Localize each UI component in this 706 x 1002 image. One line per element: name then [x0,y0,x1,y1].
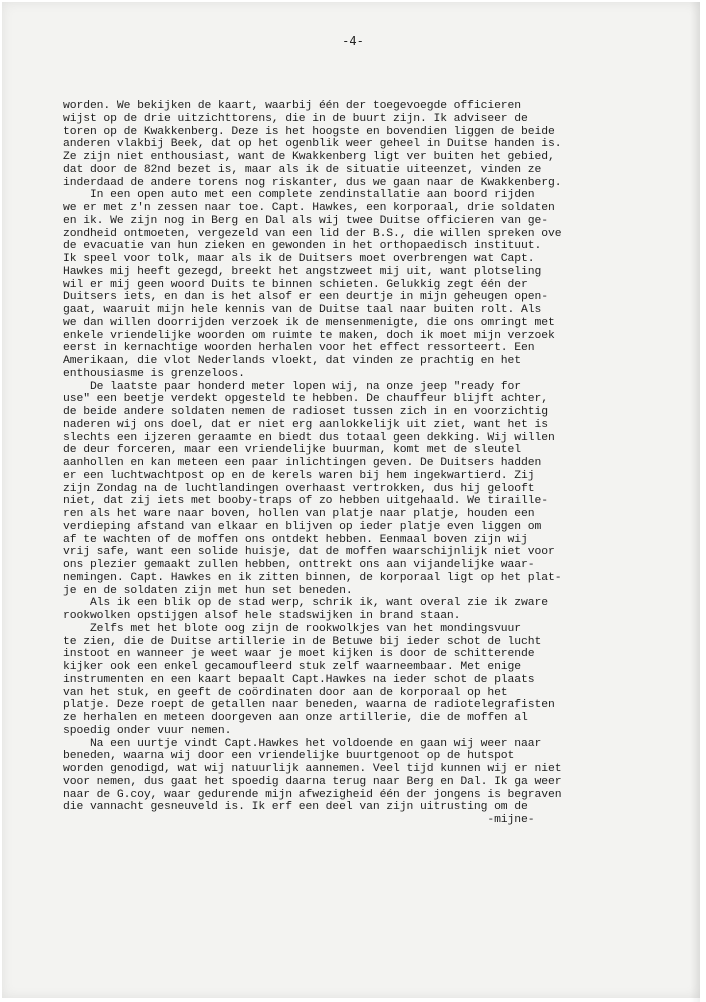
text-line: toren op de Kwakkenberg. Deze is het hoogste en bovendien liggen de beide [63,125,555,138]
text-line: af te wachten of de moffen ons ontdekt hebben. Eenmaal boven zijn wij [63,533,528,546]
text-line: enkele vriendelijke woorden om ruimte te maken, doch ik moet mijn verzoek [63,329,555,342]
text-line: naar de G.coy, waar gedurende mijn afwezigheid één der jongens is begraven [63,788,562,801]
text-line: In een open auto met een complete zendinstallatie aan boord rijden [63,189,535,202]
text-line: instrumenten en een kaart bepaalt Capt.Hawkes na ieder schot de plaats [63,673,535,686]
text-line: gaat, waaruit mijn hele kennis van de Duitse taal naar buiten rolt. Als [63,304,542,316]
text-line: Ze zijn niet enthousiast, want de Kwakkenberg ligt ver buiten het gebied, [63,151,555,163]
text-line: zondheid ontmoeten, vergezeld van een lid der B.S., die willen spreken ove [63,227,562,240]
text-line: de evacuatie van hun zieken en gewonden in het orthopaedisch instituut. [63,240,542,253]
text-line: we dan willen doorrijden verzoek ik de mensenmenigte, die ons omringt met [63,316,555,329]
text-line: aanhollen en kan meteen een paar inlichtingen geven. De Duitsers hadden [63,457,542,469]
text-line: beneden, waarna wij door een vriendelijke buurtgenoot op de hutspot [63,750,515,763]
text-line: use" een beetje verdekt opgesteld te hebben. De chauffeur blijft achter, [63,393,548,406]
text-line: ons plezier gemaakt zullen hebben, onttrekt ons aan vijandelijke waar- [63,559,535,571]
text-line: anderen vlakbij Beek, dat op het ogenblik weer geheel in Duitse handen is. [63,138,562,151]
text-line: vrij safe, want een solide huisje, dat de moffen waarschijnlijk niet voor [63,546,555,559]
text-line: nemingen. Capt. Hawkes en ik zitten binnen, de korporaal ligt op het plat- [63,571,562,584]
text-line: zijn Zondag na de luchtlandingen overhaast vertrokken, dus hij gelooft [63,482,535,495]
text-line: verdieping afstand van elkaar en blijven op ieder platje even liggen om [63,520,542,533]
text-line: te zien, die de Duitse artillerie in de Betuwe bij ieder schot de lucht [63,635,542,648]
text-line: de deur forceren, maar een vriendelijke buurman, komt met de sleutel [63,444,522,457]
text-line: dat door de 82nd bezet is, maar als ik de situatie uiteenzet, vinden ze [63,163,542,176]
text-line: van het stuk, en geeft de coördinaten door aan de korporaal op het [63,686,508,699]
text-line: instoot en wanneer je weet waar je moet kijken is door de schitterende [63,648,535,661]
text-line: die vannacht gesneuveld is. Ik erf een deel van zijn uitrusting om de [63,801,528,814]
text-line: wijst op de drie uitzichttorens, die in de buurt zijn. Ik adviseer de [63,112,528,125]
text-line: platje. Deze roept de getallen naar beneden, waarna de radiotelegrafisten [63,699,555,712]
text-line: slechts een ijzeren geraamte en biedt dus totaal geen dekking. Wij willen [63,431,555,444]
page-shadow [690,2,700,1002]
text-line: wil er mij geen woord Duits te binnen schieten. Gelukkig zegt één der [63,278,528,291]
text-line: we er met z'n zessen naar toe. Capt. Hawkes, een korporaal, drie soldaten [63,202,555,214]
text-line: ze herhalen en meteen doorgeven aan onze artillerie, die de moffen al [63,712,528,724]
text-line: er een luchtwachtpost op en de kerels waren bij hem ingekwartierd. Zij [63,469,535,482]
text-line: kijker ook een enkel gecamoufleerd stuk zelf waarneembaar. Met enige [63,661,522,673]
text-line: worden genodigd, wat wij natuurlijk aannemen. Veel tijd kunnen wij er niet [63,763,562,775]
text-line: inderdaad de andere torens nog riskanter, dus we gaan naar de Kwakkenberg. [63,176,562,189]
text-line: Duitsers iets, en dan is het alsof er een deurtje in mijn geheugen open- [63,291,548,304]
page-number: -4- [342,34,364,48]
text-line: Ik speel voor tolk, maar als ik de Duitsers moet overbrengen wat Capt. [63,253,535,265]
text-line: rookwolken opstijgen alsof hele stadswijken in brand staan. [63,610,461,622]
typewritten-body [63,100,663,827]
text-line: je en de soldaten zijn met hun set beneden. [63,584,353,597]
text-line: spoedig onder vuur nemen. [63,724,232,737]
text-line: ren als het ware naar boven, hollen van platje naar platje, houden een [63,508,535,520]
text-line: naderen wij ons doel, dat er niet erg aanlokkelijk uit ziet, want het is [63,418,548,431]
text-line: voor nemen, dus gaat het spoedig daarna terug naar Berg en Dal. Ik ga weer [63,775,562,788]
text-line: De laatste paar honderd meter lopen wij, na onze jeep "ready for [63,380,522,393]
text-line: eerst in kernachtige woorden herhalen voor het effect ressorteert. Een [63,342,535,355]
text-line: enthousiasme is grenzeloos. [63,367,245,380]
text-line: -mijne- [63,814,535,826]
text-line: de beide andere soldaten nemen de radioset tussen zich in en voorzichtig [63,406,548,418]
text-line: Als ik een blik op de stad werp, schrik ik, want overal zie ik zware [63,597,548,610]
text-line: Hawkes mij heeft gezegd, breekt het angstzweet mij uit, want plotseling [63,265,542,278]
text-line: niet, dat zij iets met booby-traps of zo hebben uitgehaald. We tiraille- [63,495,548,508]
text-line: Amerikaan, die vlot Nederlands vloekt, dat vinden ze prachtig en het [63,355,522,367]
text-line: en ik. We zijn nog in Berg en Dal als wij twee Duitse officieren van ge- [63,214,548,227]
text-line: worden. We bekijken de kaart, waarbij één der toegevoegde officieren [63,100,522,112]
text-line: Zelfs met het blote oog zijn de rookwolkjes van het mondingsvuur [63,622,522,635]
text-line: Na een uurtje vindt Capt.Hawkes het voldoende en gaan wij weer naar [63,737,542,750]
